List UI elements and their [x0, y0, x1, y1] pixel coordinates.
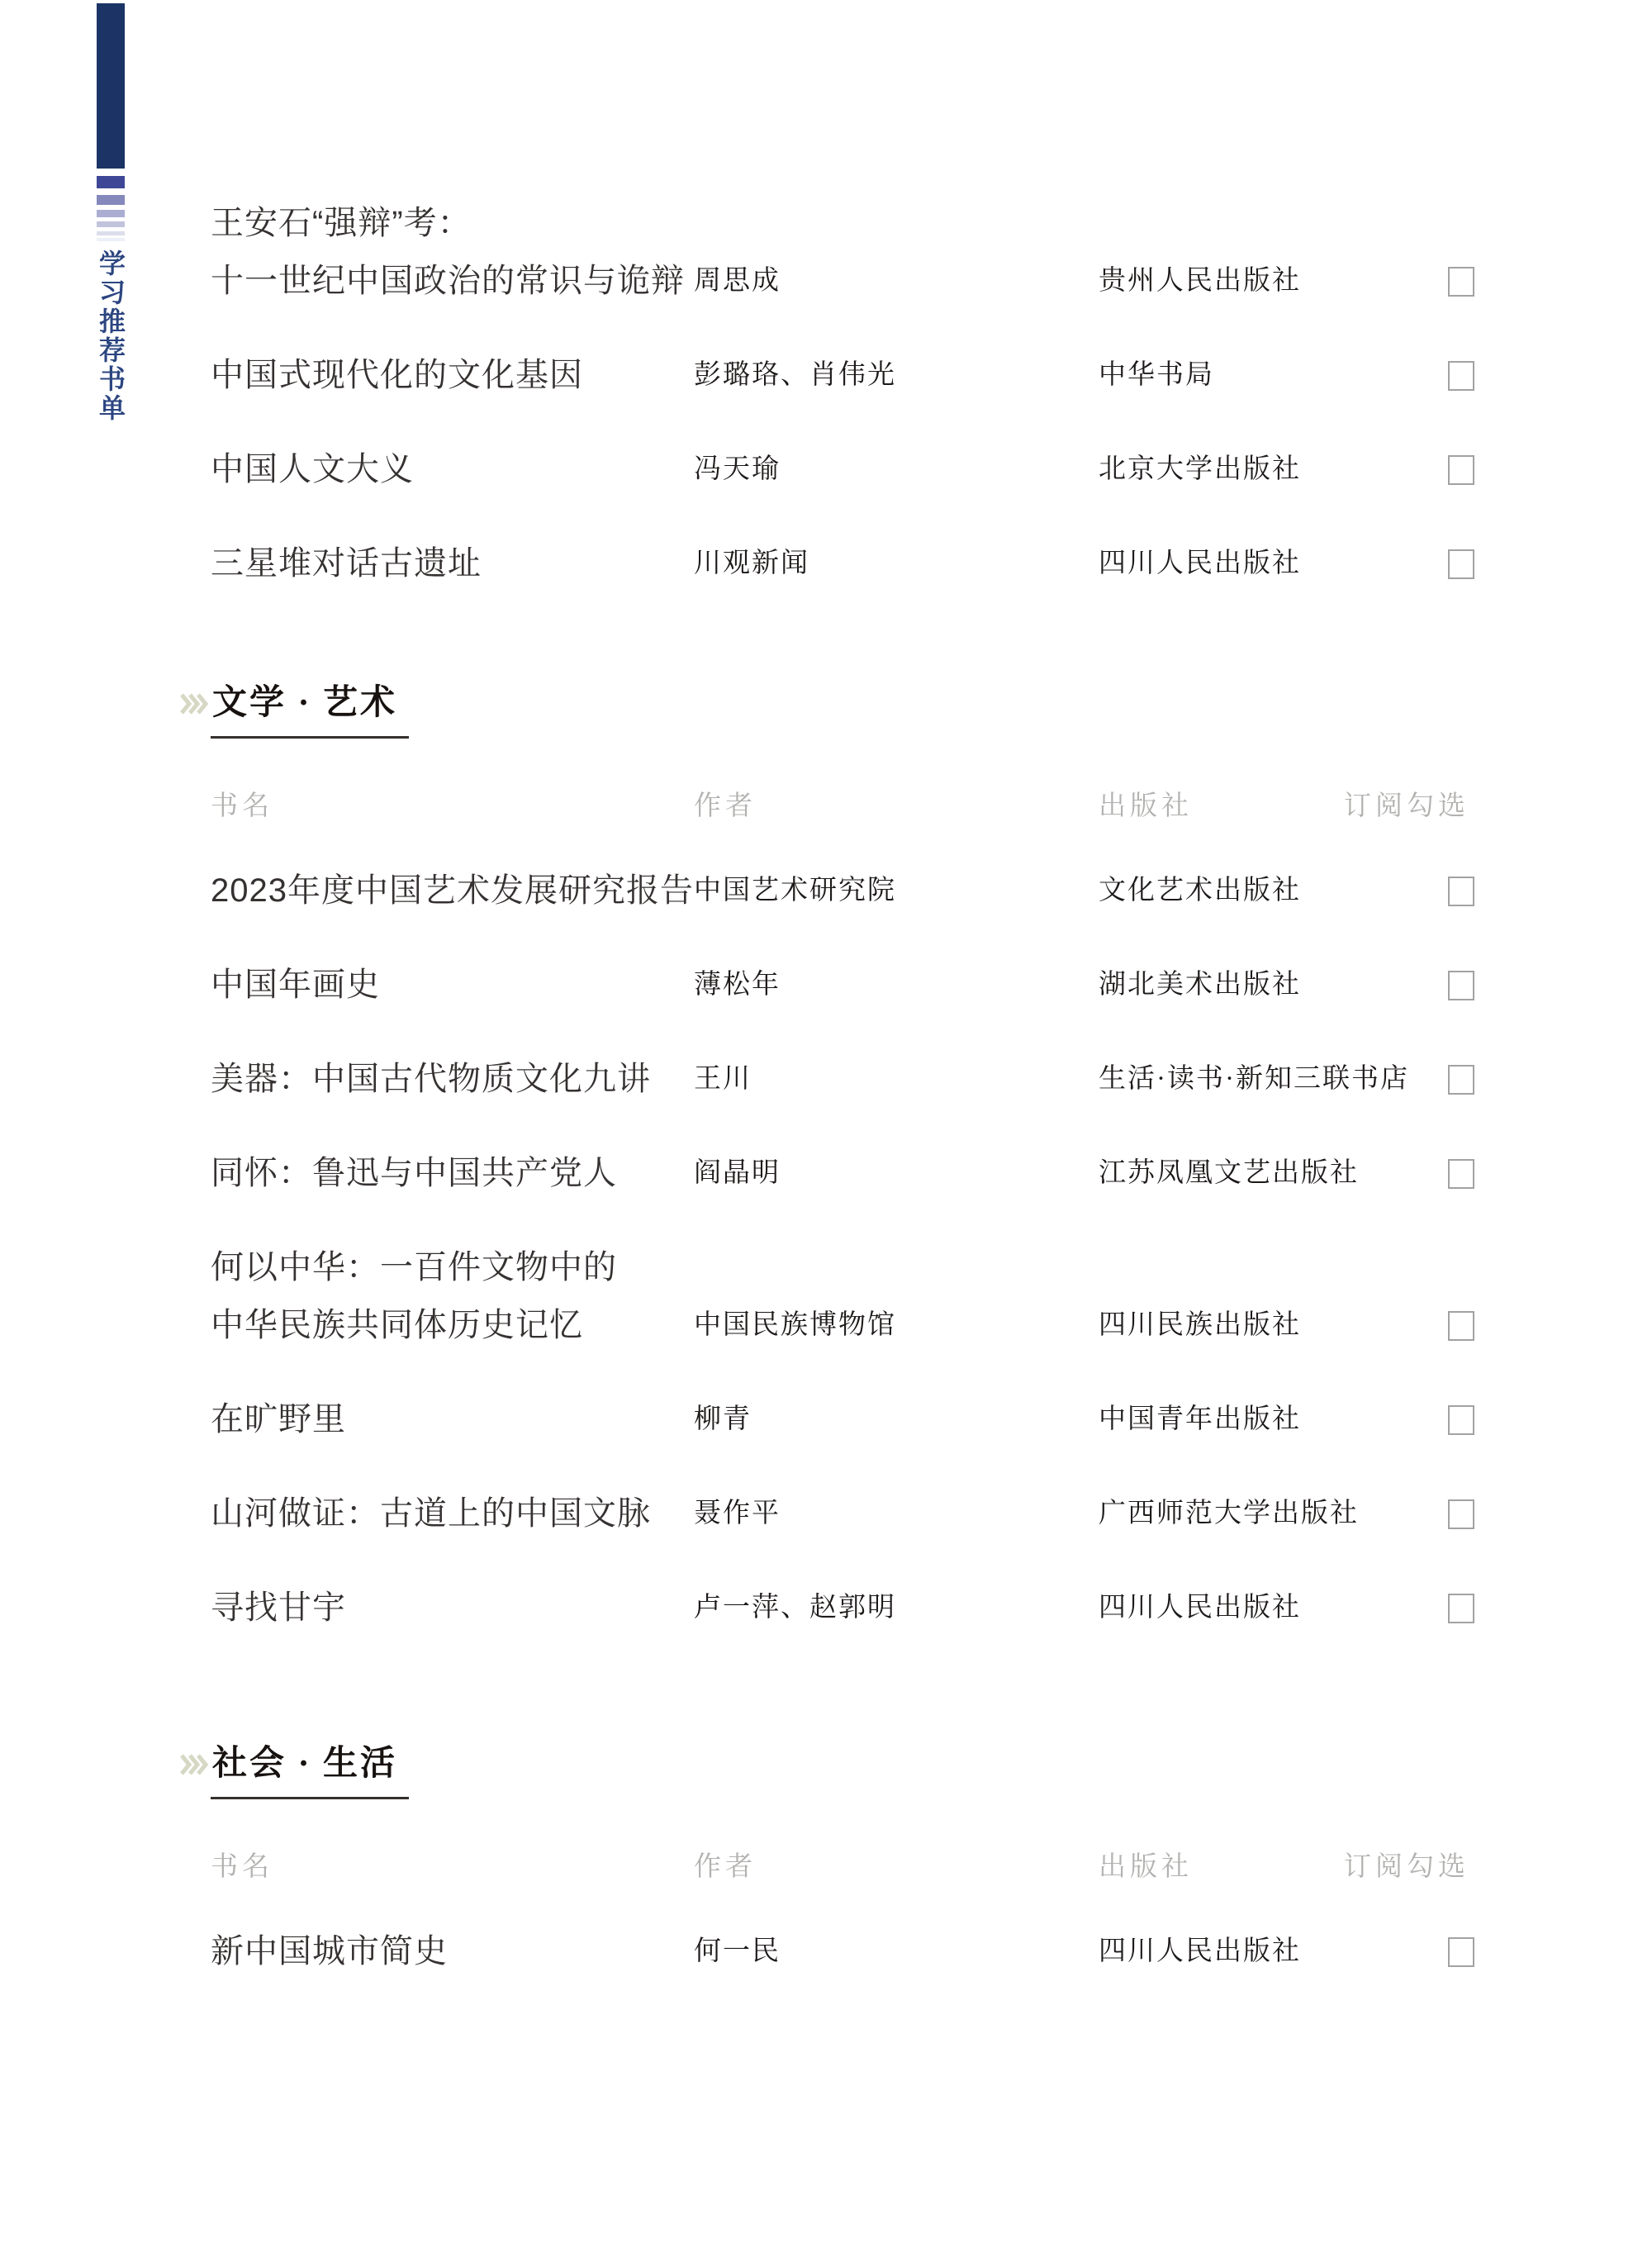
book-row [211, 1485, 1549, 1542]
book-row [211, 1390, 1549, 1448]
book-publisher: 四川人民出版社 [1099, 549, 1301, 578]
book-list [211, 194, 1549, 2017]
book-publisher: 湖北美术出版社 [1099, 970, 1301, 1000]
book-publisher: 江苏凤凰文艺出版社 [1099, 1158, 1359, 1188]
book-row [211, 1050, 1549, 1108]
section-title: 文学 · 艺术 [211, 683, 409, 739]
book-title: 王安石“强辩”考： 十一世纪中国政治的常识与诡辩 [211, 205, 685, 299]
book-row [211, 956, 1549, 1014]
subscribe-checkbox[interactable] [1448, 1065, 1474, 1095]
book-title: 何以中华：一百件文物中的 中华民族共同体历史记忆 [211, 1249, 617, 1343]
column-header-subscribe: 订阅勾选 [1344, 1852, 1469, 1882]
book-author: 聂作平 [694, 1499, 781, 1528]
book-title: 在旷野里 [211, 1401, 346, 1437]
book-row [211, 194, 1549, 310]
column-header-book: 书名 [211, 791, 273, 821]
page-vertical-title: 学习推荐书单 [96, 249, 126, 423]
column-header-publisher: 出版社 [1099, 791, 1193, 821]
column-header-author: 作者 [694, 791, 757, 821]
column-header-publisher: 出版社 [1099, 1852, 1193, 1882]
subscribe-checkbox[interactable] [1448, 1499, 1474, 1529]
book-author: 卢一萍、赵郭明 [694, 1593, 896, 1623]
book-title: 新中国城市简史 [211, 1933, 448, 1970]
book-author: 中国民族博物馆 [694, 1310, 896, 1340]
column-header-author: 作者 [694, 1852, 757, 1882]
book-author: 冯天瑜 [694, 454, 781, 484]
section-header-literature-art [211, 683, 1549, 739]
book-row [211, 1922, 1549, 1980]
column-headers [211, 788, 1549, 824]
book-title: 中国人文大义 [211, 451, 414, 487]
column-header-book: 书名 [211, 1852, 273, 1882]
book-publisher: 四川人民出版社 [1099, 1593, 1301, 1623]
book-publisher: 四川人民出版社 [1099, 1936, 1301, 1966]
book-author: 川观新闻 [694, 549, 809, 578]
triple-chevron-icon [179, 1752, 209, 1781]
book-publisher: 贵州人民出版社 [1099, 266, 1301, 296]
subscribe-checkbox[interactable] [1448, 549, 1474, 579]
sidebar-bar-3 [97, 195, 125, 205]
column-header-subscribe: 订阅勾选 [1344, 791, 1469, 821]
book-title: 寻找甘宇 [211, 1589, 346, 1626]
book-author: 中国艺术研究院 [694, 876, 896, 905]
sidebar-accent-bars [97, 3, 125, 241]
book-row [211, 535, 1549, 592]
section-title: 社会 · 生活 [211, 1744, 409, 1799]
book-row [211, 1144, 1549, 1202]
book-publisher: 生活·读书·新知三联书店 [1099, 1064, 1409, 1094]
triple-chevron-icon [179, 691, 209, 720]
book-publisher: 广西师范大学出版社 [1099, 1499, 1359, 1528]
book-author: 柳青 [694, 1404, 752, 1434]
subscribe-checkbox[interactable] [1448, 877, 1474, 906]
sidebar-bar-1 [97, 3, 125, 169]
book-author: 王川 [694, 1064, 752, 1094]
subscribe-checkbox[interactable] [1448, 1405, 1474, 1435]
book-row [211, 1238, 1549, 1354]
book-title: 中国年画史 [211, 967, 380, 1003]
subscribe-checkbox[interactable] [1448, 1594, 1474, 1623]
subscribe-checkbox[interactable] [1448, 361, 1474, 391]
book-author: 彭璐珞、肖伟光 [694, 360, 896, 390]
book-publisher: 文化艺术出版社 [1099, 876, 1301, 905]
book-title: 2023年度中国艺术发展研究报告 [211, 872, 694, 909]
book-title: 山河做证：古道上的中国文脉 [211, 1495, 651, 1532]
book-title: 三星堆对话古遗址 [211, 545, 482, 582]
sidebar-bar-4 [97, 210, 125, 217]
book-publisher: 中华书局 [1099, 360, 1214, 390]
subscribe-checkbox[interactable] [1448, 1159, 1474, 1189]
book-title: 同怀：鲁迅与中国共产党人 [211, 1155, 617, 1191]
sidebar-bar-5 [97, 221, 125, 227]
book-row [211, 862, 1549, 919]
book-author: 阎晶明 [694, 1158, 781, 1188]
sidebar-bar-2 [97, 176, 125, 188]
subscribe-checkbox[interactable] [1448, 1311, 1474, 1341]
book-title: 美器：中国古代物质文化九讲 [211, 1061, 651, 1097]
book-author: 薄松年 [694, 970, 781, 1000]
subscribe-checkbox[interactable] [1448, 1937, 1474, 1967]
sidebar-bar-6 [97, 231, 125, 235]
book-row [211, 1579, 1549, 1637]
subscribe-checkbox[interactable] [1448, 455, 1474, 485]
book-row [211, 440, 1549, 498]
book-row [211, 346, 1549, 404]
column-headers [211, 1849, 1549, 1885]
subscribe-checkbox[interactable] [1448, 971, 1474, 1000]
book-author: 周思成 [694, 266, 781, 296]
book-title: 中国式现代化的文化基因 [211, 357, 583, 393]
book-publisher: 四川民族出版社 [1099, 1310, 1301, 1340]
section-header-society-life [211, 1744, 1549, 1799]
book-author: 何一民 [694, 1936, 781, 1966]
subscribe-checkbox[interactable] [1448, 267, 1474, 297]
book-publisher: 中国青年出版社 [1099, 1404, 1301, 1434]
book-publisher: 北京大学出版社 [1099, 454, 1301, 484]
sidebar-bar-7 [97, 238, 125, 241]
